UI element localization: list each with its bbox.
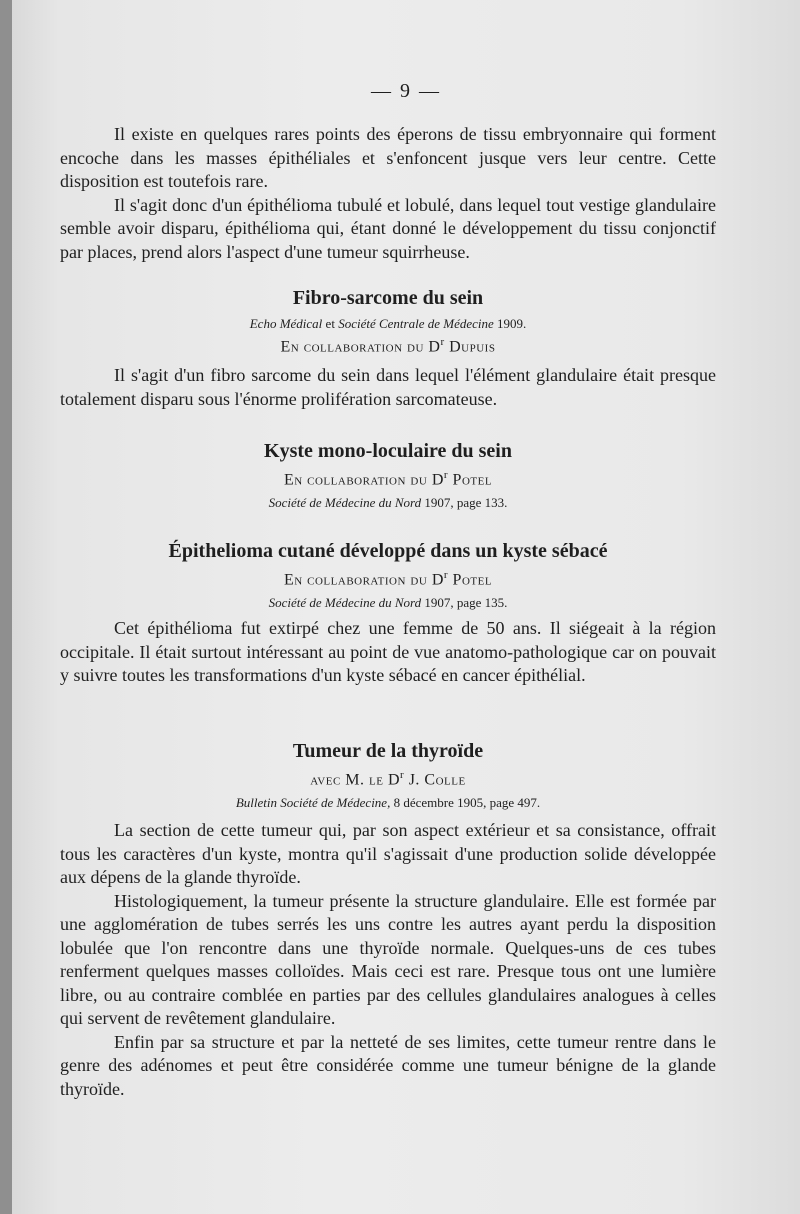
source-date: 1907, page 133.: [421, 495, 508, 511]
document-page: [12, 0, 800, 1214]
journal-name: Société de Médecine du Nord: [268, 595, 422, 611]
paragraph: La section de cette tumeur qui, par son aspect extérieur et sa consistance, offrait tous les caractères d'un kyste, montra qu'il s'agissait d'une production solide développée aux dépens de la glande thyroïde.: [60, 820, 716, 888]
source-citation: [60, 495, 716, 511]
section-fibro-sarcome: [60, 287, 716, 411]
collab-name: J. Colle: [404, 771, 466, 789]
section-tumeur-thyroide: [60, 740, 716, 1101]
collab-prefix: avec M. le D: [310, 771, 401, 789]
paragraph: Il existe en quelques rares points des éperons de tissu embryonnaire qui forment encoche dans les masses épithéliales et s'enfoncent jusque vers leur centre. Cette disposition est toutefois rare.: [60, 124, 716, 191]
journal-name: Société Centrale de Médecine: [338, 316, 494, 331]
source-date: 1907, page 135.: [421, 595, 508, 611]
paragraph: Enfin par sa structure et par la netteté de ses limites, cette tumeur rentre dans le genre des adénomes et peut être considérée comme une tumeur bénigne de la glande thyroïde.: [60, 1031, 716, 1099]
section-title: Kyste mono-loculaire du sein: [264, 440, 512, 462]
collaboration-line: [60, 569, 716, 589]
collab-sup: r: [443, 469, 449, 481]
source-citation: [60, 595, 716, 611]
page-number: — 9 —: [371, 80, 441, 102]
collab-name: Potel: [448, 471, 493, 489]
collab-prefix: En collaboration du D: [280, 338, 441, 356]
section-title: Tumeur de la thyroïde: [292, 740, 484, 762]
collab-sup: r: [443, 569, 449, 581]
collab-prefix: En collaboration du D: [283, 571, 444, 589]
collab-name: Potel: [448, 571, 493, 589]
source-date: 1909.: [493, 316, 527, 331]
paragraph: Histologiquement, la tumeur présente la structure glandulaire. Elle est formée par une agglomération de tubes serrés les uns contre les autres ayant perdu la disposition lobulée que l'on rencontre dans une thyroïde normale. Quelques-uns de ces tubes renferment quelques masses colloïdes. Mais ceci est rare. Presque tous ont une lumière libre, ou au contraire comblée en parties par des cellules glandulaires analogues à celles qui servent de revêtement glandulaire.: [60, 890, 716, 1029]
journal-name: Société de Médecine du Nord: [268, 495, 422, 511]
source-date: 8 décembre 1905, page 497.: [390, 795, 541, 811]
section-kyste: [60, 440, 716, 511]
joiner-text: et: [322, 316, 339, 331]
paragraph: Il s'agit d'un fibro sarcome du sein dans lequel l'élément glandulaire était presque totalement disparu sous l'énorme prolifération sarcomateuse.: [60, 365, 716, 409]
section-title: Fibro-sarcome du sein: [292, 287, 484, 309]
collaboration-line: [60, 769, 716, 789]
section-title: Épithelioma cutané développé dans un kyste sébacé: [168, 540, 608, 562]
paragraph: Il s'agit donc d'un épithélioma tubulé et lobulé, dans lequel tout vestige glandulaire semble avoir disparu, épithélioma qui, étant donné le développement du tissu conjonctif par places, prend alors l'aspect d'une tumeur squirrheuse.: [60, 194, 716, 262]
intro-text: [60, 123, 716, 264]
source-citation: [60, 795, 716, 811]
source-citation: [60, 316, 716, 332]
journal-name: Echo Médical: [249, 316, 323, 331]
collaboration-line: [60, 336, 716, 356]
collab-name: Dupuis: [444, 338, 496, 356]
paragraph: Cet épithélioma fut extirpé chez une femme de 50 ans. Il siégeait à la région occipitale. Il était surtout intéressant au point de vue anatomo-pathologique car on pouvait y suivre toutes les transformations d'un kyste sébacé en cancer épithélial.: [60, 618, 716, 686]
journal-name: Bulletin Société de Médecine,: [235, 795, 391, 811]
collab-prefix: En collaboration du D: [283, 471, 444, 489]
section-epithelioma: [60, 540, 716, 688]
collab-sup: r: [440, 336, 445, 348]
collab-sup: r: [400, 769, 405, 781]
collaboration-line: [60, 469, 716, 489]
